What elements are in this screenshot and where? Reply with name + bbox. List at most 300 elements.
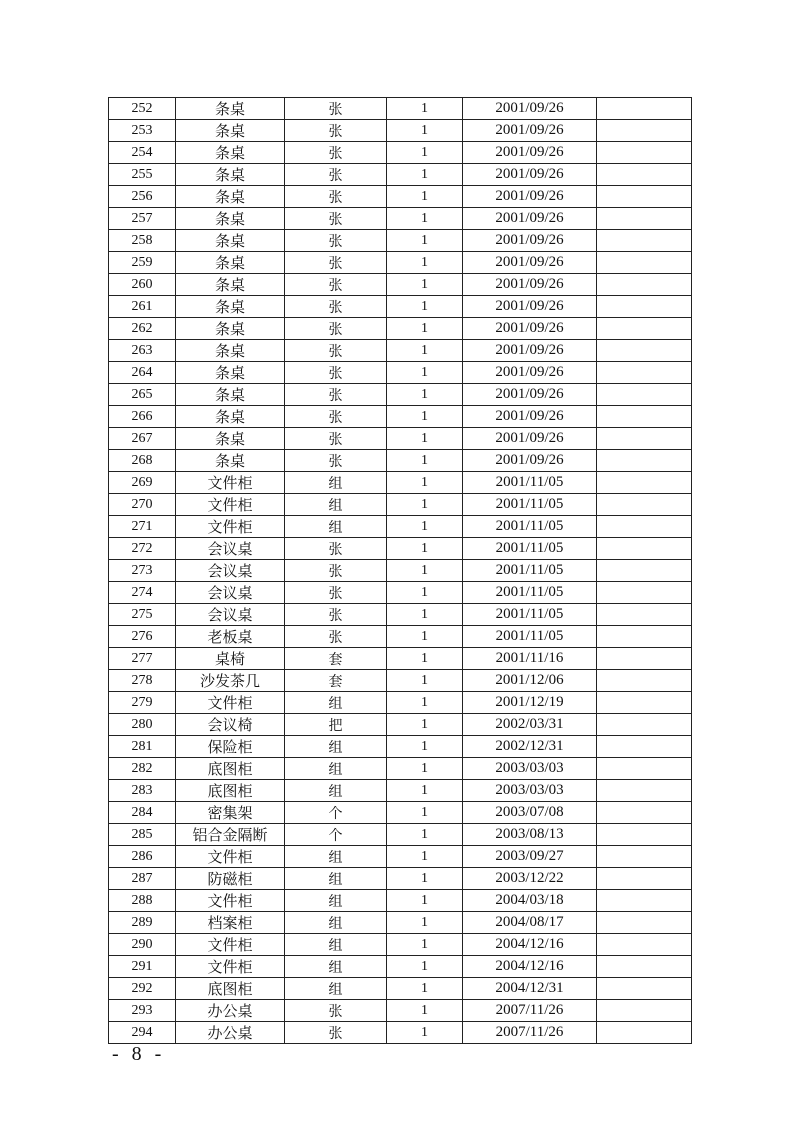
- row-number-cell: 258: [109, 230, 176, 252]
- quantity-cell: 1: [387, 494, 463, 516]
- note-cell: [597, 934, 692, 956]
- quantity-cell: 1: [387, 472, 463, 494]
- date-cell: 2001/09/26: [463, 450, 597, 472]
- table-row: [109, 296, 692, 318]
- table-row: [109, 318, 692, 340]
- unit-cell: 组: [285, 978, 387, 1000]
- row-number-cell: 254: [109, 142, 176, 164]
- row-number-cell: 290: [109, 934, 176, 956]
- item-name-cell: 条桌: [176, 274, 285, 296]
- quantity-cell: 1: [387, 164, 463, 186]
- quantity-cell: 1: [387, 142, 463, 164]
- note-cell: [597, 582, 692, 604]
- date-cell: 2001/11/05: [463, 516, 597, 538]
- row-number-cell: 273: [109, 560, 176, 582]
- quantity-cell: 1: [387, 296, 463, 318]
- note-cell: [597, 186, 692, 208]
- quantity-cell: 1: [387, 626, 463, 648]
- item-name-cell: 底图柜: [176, 780, 285, 802]
- row-number-cell: 287: [109, 868, 176, 890]
- item-name-cell: 条桌: [176, 208, 285, 230]
- unit-cell: 个: [285, 824, 387, 846]
- table-row: [109, 384, 692, 406]
- quantity-cell: 1: [387, 186, 463, 208]
- quantity-cell: 1: [387, 670, 463, 692]
- note-cell: [597, 780, 692, 802]
- date-cell: 2003/08/13: [463, 824, 597, 846]
- table-row: [109, 560, 692, 582]
- unit-cell: 张: [285, 296, 387, 318]
- date-cell: 2001/09/26: [463, 384, 597, 406]
- table-row: [109, 340, 692, 362]
- note-cell: [597, 120, 692, 142]
- item-name-cell: 办公桌: [176, 1022, 285, 1044]
- unit-cell: 张: [285, 120, 387, 142]
- note-cell: [597, 648, 692, 670]
- date-cell: 2001/12/19: [463, 692, 597, 714]
- date-cell: 2001/09/26: [463, 252, 597, 274]
- row-number-cell: 255: [109, 164, 176, 186]
- table-row: [109, 230, 692, 252]
- row-number-cell: 282: [109, 758, 176, 780]
- row-number-cell: 294: [109, 1022, 176, 1044]
- unit-cell: 个: [285, 802, 387, 824]
- quantity-cell: 1: [387, 230, 463, 252]
- date-cell: 2001/09/26: [463, 296, 597, 318]
- item-name-cell: 条桌: [176, 296, 285, 318]
- item-name-cell: 条桌: [176, 142, 285, 164]
- quantity-cell: 1: [387, 934, 463, 956]
- date-cell: 2001/09/26: [463, 340, 597, 362]
- item-name-cell: 条桌: [176, 186, 285, 208]
- note-cell: [597, 736, 692, 758]
- date-cell: 2003/07/08: [463, 802, 597, 824]
- quantity-cell: 1: [387, 538, 463, 560]
- table-row: [109, 978, 692, 1000]
- date-cell: 2007/11/26: [463, 1000, 597, 1022]
- note-cell: [597, 516, 692, 538]
- note-cell: [597, 384, 692, 406]
- item-name-cell: 沙发茶几: [176, 670, 285, 692]
- note-cell: [597, 692, 692, 714]
- row-number-cell: 284: [109, 802, 176, 824]
- row-number-cell: 286: [109, 846, 176, 868]
- unit-cell: 组: [285, 758, 387, 780]
- table-row: [109, 164, 692, 186]
- table-row: [109, 142, 692, 164]
- item-name-cell: 底图柜: [176, 758, 285, 780]
- item-name-cell: 文件柜: [176, 472, 285, 494]
- item-name-cell: 文件柜: [176, 956, 285, 978]
- date-cell: 2002/03/31: [463, 714, 597, 736]
- date-cell: 2001/11/05: [463, 538, 597, 560]
- unit-cell: 张: [285, 428, 387, 450]
- unit-cell: 张: [285, 626, 387, 648]
- quantity-cell: 1: [387, 406, 463, 428]
- table-row: [109, 736, 692, 758]
- unit-cell: 组: [285, 736, 387, 758]
- date-cell: 2004/03/18: [463, 890, 597, 912]
- unit-cell: 组: [285, 890, 387, 912]
- row-number-cell: 266: [109, 406, 176, 428]
- table-row: [109, 626, 692, 648]
- table-row: [109, 956, 692, 978]
- quantity-cell: 1: [387, 340, 463, 362]
- date-cell: 2001/11/05: [463, 582, 597, 604]
- table-row: [109, 692, 692, 714]
- item-name-cell: 保险柜: [176, 736, 285, 758]
- unit-cell: 张: [285, 164, 387, 186]
- row-number-cell: 278: [109, 670, 176, 692]
- quantity-cell: 1: [387, 560, 463, 582]
- item-name-cell: 会议桌: [176, 538, 285, 560]
- item-name-cell: 文件柜: [176, 846, 285, 868]
- note-cell: [597, 824, 692, 846]
- quantity-cell: 1: [387, 384, 463, 406]
- quantity-cell: 1: [387, 956, 463, 978]
- quantity-cell: 1: [387, 208, 463, 230]
- table-row: [109, 648, 692, 670]
- quantity-cell: 1: [387, 252, 463, 274]
- row-number-cell: 293: [109, 1000, 176, 1022]
- item-name-cell: 文件柜: [176, 516, 285, 538]
- unit-cell: 张: [285, 560, 387, 582]
- date-cell: 2001/09/26: [463, 318, 597, 340]
- table-body: [109, 98, 692, 1044]
- table-row: [109, 428, 692, 450]
- item-name-cell: 铝合金隔断: [176, 824, 285, 846]
- unit-cell: 张: [285, 252, 387, 274]
- note-cell: [597, 1022, 692, 1044]
- unit-cell: 套: [285, 648, 387, 670]
- note-cell: [597, 758, 692, 780]
- row-number-cell: 265: [109, 384, 176, 406]
- item-name-cell: 文件柜: [176, 890, 285, 912]
- date-cell: 2001/09/26: [463, 120, 597, 142]
- quantity-cell: 1: [387, 846, 463, 868]
- note-cell: [597, 890, 692, 912]
- quantity-cell: 1: [387, 98, 463, 120]
- quantity-cell: 1: [387, 120, 463, 142]
- table-row: [109, 758, 692, 780]
- row-number-cell: 262: [109, 318, 176, 340]
- note-cell: [597, 868, 692, 890]
- date-cell: 2001/12/06: [463, 670, 597, 692]
- note-cell: [597, 846, 692, 868]
- table-row: [109, 186, 692, 208]
- table-row: [109, 98, 692, 120]
- quantity-cell: 1: [387, 318, 463, 340]
- note-cell: [597, 318, 692, 340]
- unit-cell: 张: [285, 604, 387, 626]
- table-row: [109, 934, 692, 956]
- unit-cell: 组: [285, 494, 387, 516]
- note-cell: [597, 802, 692, 824]
- date-cell: 2004/12/16: [463, 934, 597, 956]
- row-number-cell: 256: [109, 186, 176, 208]
- item-name-cell: 防磁柜: [176, 868, 285, 890]
- note-cell: [597, 252, 692, 274]
- row-number-cell: 277: [109, 648, 176, 670]
- row-number-cell: 283: [109, 780, 176, 802]
- table-row: [109, 516, 692, 538]
- table-row: [109, 406, 692, 428]
- note-cell: [597, 230, 692, 252]
- unit-cell: 张: [285, 1000, 387, 1022]
- note-cell: [597, 406, 692, 428]
- note-cell: [597, 494, 692, 516]
- quantity-cell: 1: [387, 582, 463, 604]
- row-number-cell: 259: [109, 252, 176, 274]
- quantity-cell: 1: [387, 868, 463, 890]
- date-cell: 2001/09/26: [463, 362, 597, 384]
- quantity-cell: 1: [387, 1000, 463, 1022]
- date-cell: 2001/09/26: [463, 142, 597, 164]
- unit-cell: 把: [285, 714, 387, 736]
- row-number-cell: 271: [109, 516, 176, 538]
- unit-cell: 组: [285, 956, 387, 978]
- row-number-cell: 257: [109, 208, 176, 230]
- quantity-cell: 1: [387, 692, 463, 714]
- note-cell: [597, 450, 692, 472]
- row-number-cell: 268: [109, 450, 176, 472]
- row-number-cell: 274: [109, 582, 176, 604]
- item-name-cell: 条桌: [176, 318, 285, 340]
- unit-cell: 组: [285, 692, 387, 714]
- table-row: [109, 450, 692, 472]
- note-cell: [597, 274, 692, 296]
- quantity-cell: 1: [387, 362, 463, 384]
- item-name-cell: 条桌: [176, 98, 285, 120]
- row-number-cell: 288: [109, 890, 176, 912]
- quantity-cell: 1: [387, 758, 463, 780]
- note-cell: [597, 98, 692, 120]
- unit-cell: 张: [285, 362, 387, 384]
- unit-cell: 张: [285, 1022, 387, 1044]
- quantity-cell: 1: [387, 736, 463, 758]
- date-cell: 2003/03/03: [463, 758, 597, 780]
- quantity-cell: 1: [387, 274, 463, 296]
- item-name-cell: 条桌: [176, 406, 285, 428]
- date-cell: 2002/12/31: [463, 736, 597, 758]
- quantity-cell: 1: [387, 604, 463, 626]
- date-cell: 2001/11/05: [463, 560, 597, 582]
- item-name-cell: 条桌: [176, 340, 285, 362]
- quantity-cell: 1: [387, 912, 463, 934]
- date-cell: 2003/12/22: [463, 868, 597, 890]
- row-number-cell: 252: [109, 98, 176, 120]
- table-row: [109, 120, 692, 142]
- inventory-table: [108, 97, 692, 1044]
- row-number-cell: 276: [109, 626, 176, 648]
- table-row: [109, 824, 692, 846]
- table-row: [109, 538, 692, 560]
- date-cell: 2001/09/26: [463, 406, 597, 428]
- quantity-cell: 1: [387, 824, 463, 846]
- unit-cell: 张: [285, 208, 387, 230]
- table-row: [109, 1022, 692, 1044]
- date-cell: 2003/09/27: [463, 846, 597, 868]
- row-number-cell: 279: [109, 692, 176, 714]
- row-number-cell: 263: [109, 340, 176, 362]
- row-number-cell: 261: [109, 296, 176, 318]
- unit-cell: 张: [285, 340, 387, 362]
- table-row: [109, 868, 692, 890]
- unit-cell: 张: [285, 538, 387, 560]
- table-row: [109, 1000, 692, 1022]
- item-name-cell: 文件柜: [176, 494, 285, 516]
- item-name-cell: 条桌: [176, 428, 285, 450]
- table-row: [109, 780, 692, 802]
- item-name-cell: 办公桌: [176, 1000, 285, 1022]
- item-name-cell: 文件柜: [176, 934, 285, 956]
- note-cell: [597, 912, 692, 934]
- date-cell: 2003/03/03: [463, 780, 597, 802]
- item-name-cell: 条桌: [176, 120, 285, 142]
- table-row: [109, 604, 692, 626]
- table-row: [109, 670, 692, 692]
- note-cell: [597, 714, 692, 736]
- unit-cell: 张: [285, 406, 387, 428]
- note-cell: [597, 604, 692, 626]
- note-cell: [597, 296, 692, 318]
- table-row: [109, 472, 692, 494]
- note-cell: [597, 978, 692, 1000]
- quantity-cell: 1: [387, 450, 463, 472]
- item-name-cell: 条桌: [176, 230, 285, 252]
- unit-cell: 组: [285, 846, 387, 868]
- unit-cell: 组: [285, 516, 387, 538]
- date-cell: 2007/11/26: [463, 1022, 597, 1044]
- unit-cell: 张: [285, 142, 387, 164]
- item-name-cell: 条桌: [176, 252, 285, 274]
- note-cell: [597, 472, 692, 494]
- quantity-cell: 1: [387, 1022, 463, 1044]
- table-row: [109, 890, 692, 912]
- unit-cell: 组: [285, 934, 387, 956]
- row-number-cell: 285: [109, 824, 176, 846]
- quantity-cell: 1: [387, 516, 463, 538]
- date-cell: 2001/09/26: [463, 98, 597, 120]
- unit-cell: 张: [285, 384, 387, 406]
- date-cell: 2001/09/26: [463, 186, 597, 208]
- unit-cell: 组: [285, 868, 387, 890]
- quantity-cell: 1: [387, 890, 463, 912]
- note-cell: [597, 626, 692, 648]
- item-name-cell: 会议桌: [176, 582, 285, 604]
- row-number-cell: 289: [109, 912, 176, 934]
- quantity-cell: 1: [387, 428, 463, 450]
- table-row: [109, 714, 692, 736]
- note-cell: [597, 164, 692, 186]
- note-cell: [597, 560, 692, 582]
- note-cell: [597, 142, 692, 164]
- table-row: [109, 582, 692, 604]
- row-number-cell: 260: [109, 274, 176, 296]
- unit-cell: 张: [285, 98, 387, 120]
- date-cell: 2004/12/16: [463, 956, 597, 978]
- note-cell: [597, 208, 692, 230]
- date-cell: 2001/11/16: [463, 648, 597, 670]
- unit-cell: 组: [285, 472, 387, 494]
- page-number: - 8 -: [112, 1043, 166, 1065]
- table-row: [109, 912, 692, 934]
- item-name-cell: 老板桌: [176, 626, 285, 648]
- item-name-cell: 密集架: [176, 802, 285, 824]
- row-number-cell: 264: [109, 362, 176, 384]
- quantity-cell: 1: [387, 780, 463, 802]
- item-name-cell: 条桌: [176, 384, 285, 406]
- quantity-cell: 1: [387, 714, 463, 736]
- date-cell: 2001/09/26: [463, 164, 597, 186]
- date-cell: 2001/09/26: [463, 428, 597, 450]
- table-row: [109, 494, 692, 516]
- row-number-cell: 275: [109, 604, 176, 626]
- date-cell: 2004/12/31: [463, 978, 597, 1000]
- unit-cell: 张: [285, 230, 387, 252]
- note-cell: [597, 428, 692, 450]
- row-number-cell: 267: [109, 428, 176, 450]
- date-cell: 2001/11/05: [463, 604, 597, 626]
- date-cell: 2001/11/05: [463, 626, 597, 648]
- date-cell: 2001/11/05: [463, 472, 597, 494]
- unit-cell: 张: [285, 582, 387, 604]
- table-row: [109, 274, 692, 296]
- row-number-cell: 269: [109, 472, 176, 494]
- unit-cell: 张: [285, 274, 387, 296]
- item-name-cell: 文件柜: [176, 692, 285, 714]
- date-cell: 2001/09/26: [463, 230, 597, 252]
- note-cell: [597, 538, 692, 560]
- date-cell: 2004/08/17: [463, 912, 597, 934]
- note-cell: [597, 340, 692, 362]
- unit-cell: 组: [285, 780, 387, 802]
- item-name-cell: 条桌: [176, 450, 285, 472]
- row-number-cell: 291: [109, 956, 176, 978]
- quantity-cell: 1: [387, 802, 463, 824]
- table-row: [109, 802, 692, 824]
- unit-cell: 张: [285, 450, 387, 472]
- item-name-cell: 会议桌: [176, 560, 285, 582]
- note-cell: [597, 670, 692, 692]
- item-name-cell: 条桌: [176, 362, 285, 384]
- unit-cell: 张: [285, 318, 387, 340]
- item-name-cell: 桌椅: [176, 648, 285, 670]
- table-row: [109, 252, 692, 274]
- item-name-cell: 底图柜: [176, 978, 285, 1000]
- item-name-cell: 会议桌: [176, 604, 285, 626]
- row-number-cell: 272: [109, 538, 176, 560]
- unit-cell: 套: [285, 670, 387, 692]
- item-name-cell: 档案柜: [176, 912, 285, 934]
- item-name-cell: 会议椅: [176, 714, 285, 736]
- date-cell: 2001/11/05: [463, 494, 597, 516]
- row-number-cell: 253: [109, 120, 176, 142]
- quantity-cell: 1: [387, 978, 463, 1000]
- note-cell: [597, 362, 692, 384]
- date-cell: 2001/09/26: [463, 274, 597, 296]
- row-number-cell: 281: [109, 736, 176, 758]
- table-row: [109, 362, 692, 384]
- note-cell: [597, 1000, 692, 1022]
- item-name-cell: 条桌: [176, 164, 285, 186]
- table-row: [109, 208, 692, 230]
- row-number-cell: 292: [109, 978, 176, 1000]
- row-number-cell: 270: [109, 494, 176, 516]
- date-cell: 2001/09/26: [463, 208, 597, 230]
- quantity-cell: 1: [387, 648, 463, 670]
- unit-cell: 张: [285, 186, 387, 208]
